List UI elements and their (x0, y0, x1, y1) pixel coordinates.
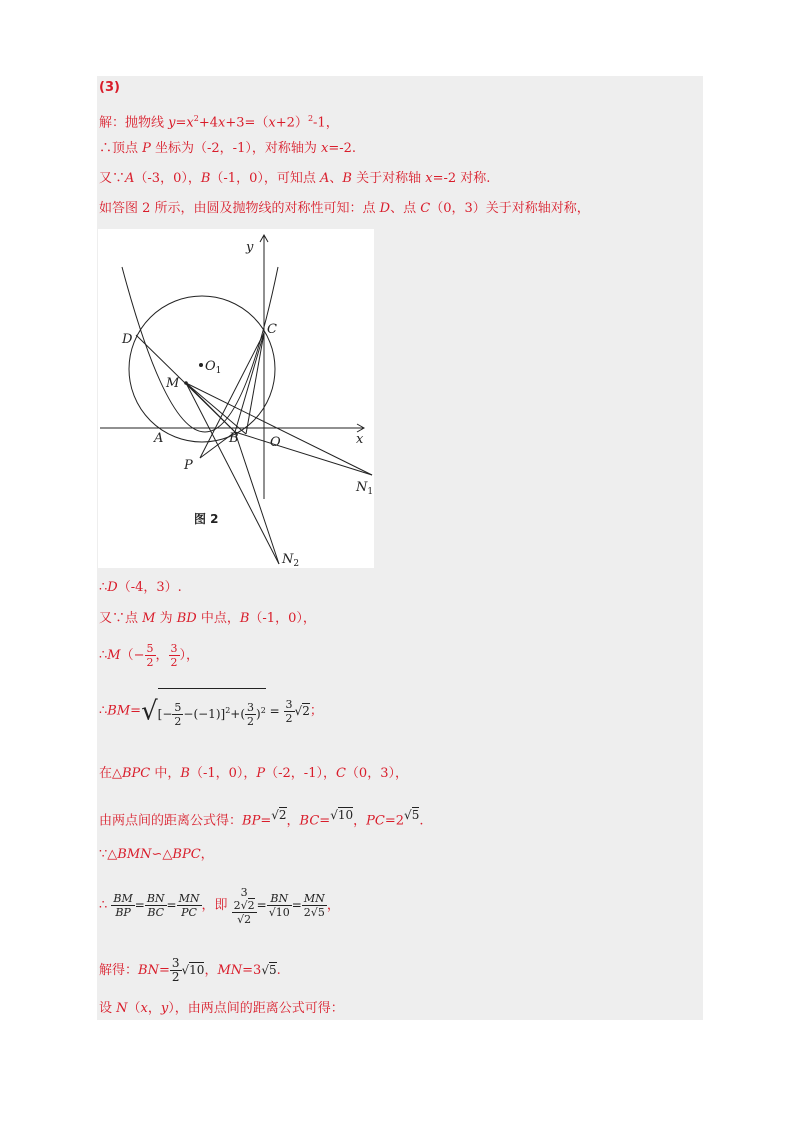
numerator: 5 (146, 642, 154, 655)
numerator: BN (146, 892, 165, 905)
text: =2 (384, 813, 405, 829)
result-line: 解得：BN= $\frac{3}{2}$ √10，MN=3√5. (99, 956, 281, 984)
text: 解得： (99, 963, 139, 978)
var: BPC (172, 847, 201, 862)
text: 坐标为（-2，-1），对称轴为 (150, 141, 321, 156)
var: y (160, 1001, 169, 1016)
denominator: 2 (171, 970, 180, 984)
label-m: M (166, 376, 180, 391)
numerator: BN (267, 892, 292, 906)
segment-mn1 (186, 383, 372, 475)
var: N (116, 1001, 128, 1016)
parabola (122, 267, 278, 432)
text: ∴顶点 (99, 141, 143, 156)
segment-bn2 (235, 432, 279, 564)
ratio-expression (111, 892, 201, 919)
text: 、点 (390, 201, 421, 216)
numerator: BM (113, 892, 133, 905)
text: （-4，3）. (117, 580, 182, 595)
denominator: 2 (247, 715, 255, 728)
var: B (342, 171, 352, 186)
m-midpoint-line (99, 610, 316, 628)
set-n-line (99, 1000, 344, 1018)
text: ， (326, 898, 340, 913)
var: x (140, 1001, 148, 1016)
figure-2 (98, 229, 374, 568)
text: ， (286, 813, 300, 829)
var: y (168, 115, 176, 131)
var: PC (366, 813, 385, 829)
var: MN (217, 963, 243, 978)
numerator: MN (178, 892, 200, 905)
label-x: x (356, 432, 364, 447)
text: 中点， (196, 611, 240, 626)
radicand: 10 (275, 906, 290, 919)
compound-fraction: 3 2√2 √2 (233, 885, 255, 926)
label-c: C (267, 322, 277, 337)
figure-caption: 图 2 (194, 512, 219, 526)
var: A (319, 171, 330, 186)
text: = (260, 813, 272, 829)
text: +3=（ (225, 115, 269, 131)
text: ∴ (99, 580, 108, 595)
var: x (186, 115, 194, 131)
text: ， (204, 963, 218, 978)
denominator: 2 (174, 715, 182, 728)
triangle-bpc-line (99, 765, 408, 783)
text: 又∵ (99, 171, 126, 186)
segment-mb (186, 383, 235, 432)
text: ∴ (99, 703, 108, 719)
text: = (130, 703, 142, 719)
label-a: A (154, 431, 164, 446)
denominator: 2 (285, 711, 293, 725)
text: ， (353, 813, 367, 829)
text: 在△ (99, 766, 122, 781)
text: ， (200, 847, 214, 862)
var: D (107, 580, 118, 595)
ratio-line (99, 880, 340, 931)
fraction: $\frac{MN}{2√5}$ (303, 892, 325, 919)
text: ）， (179, 648, 200, 663)
radicand: 2 (278, 808, 287, 822)
text: （ (127, 1001, 141, 1016)
distance-line: 由两点间的距离公式得：BP=$^{√2}$，BC=$^{√10}$，$PC=2^{√5}$. (99, 808, 424, 829)
fraction (172, 701, 183, 728)
fraction (111, 892, 134, 919)
fraction (145, 642, 156, 669)
vertex-line (99, 140, 356, 158)
text: 设 (99, 1001, 117, 1016)
coefficient: 2 (233, 898, 241, 912)
var: BMN (117, 847, 152, 862)
var: P (142, 141, 151, 156)
text: = (175, 115, 187, 131)
text: ∴ (99, 898, 112, 913)
text: ) (256, 707, 261, 721)
text: ，即 (201, 898, 232, 913)
m-dot (184, 381, 188, 385)
text: 又∵点 (99, 611, 143, 626)
fraction (170, 957, 182, 984)
denominator: 2 (146, 656, 154, 669)
var: C (335, 766, 346, 781)
var: BPC (122, 766, 151, 781)
text: = (269, 703, 280, 718)
label-d: D (122, 332, 133, 347)
part-label: (3) (99, 80, 120, 95)
text: 、 (329, 171, 343, 186)
fraction (145, 892, 167, 919)
var: x (320, 141, 329, 156)
fraction: $\frac{BN}{√10}$ (268, 892, 290, 919)
text: 如答图 2 所示，由圆及抛物线的对称性可知：点 (99, 201, 380, 216)
text: ∴ (99, 648, 108, 663)
text: 关于对称轴 (351, 171, 426, 186)
var: BP (242, 813, 261, 829)
fraction (177, 892, 202, 919)
fraction (169, 642, 180, 669)
label-b: B (229, 431, 239, 446)
text: = (319, 813, 331, 829)
text: =3 (242, 963, 262, 978)
radicand: 5 (411, 808, 420, 822)
text: ），由两点间的距离公式可得： (168, 1001, 344, 1016)
text: （-3，0）， (134, 171, 201, 186)
exp: 2 (260, 706, 266, 715)
exp: 2 (307, 114, 314, 123)
text: -1， (313, 115, 339, 131)
text: （-1，0），可知点 (210, 171, 320, 186)
text: （-1，0）， (189, 766, 257, 781)
fraction (284, 698, 295, 725)
radicand: 2 (302, 703, 310, 718)
var: B (239, 611, 250, 626)
var: P (256, 766, 266, 781)
radicand: 5 (268, 963, 277, 977)
text: ， (147, 1001, 161, 1016)
text: （-1，0）， (249, 611, 316, 626)
label-y: y (246, 240, 254, 255)
radical-expression: √[− $\frac{5}{2}$ −(−1)]$^2$+( $\frac{3}{2}$ )$^2$ = $\frac{3}{2}$ √2 (141, 704, 310, 718)
radicand: 2 (247, 898, 255, 912)
text: =-2. (328, 141, 357, 156)
var: D (379, 201, 391, 216)
var: BN (138, 963, 159, 978)
text: ∵△ (99, 847, 118, 862)
numerator-top: 3 (240, 885, 248, 899)
label-n1: $N_1$ (356, 480, 374, 497)
denominator: 2 (170, 656, 178, 669)
text: = (134, 898, 145, 912)
label-p: P (184, 458, 193, 473)
var: BM (107, 703, 131, 719)
text: =-2 对称. (432, 171, 491, 186)
radicand: 5 (317, 906, 325, 919)
text: +( (230, 707, 246, 721)
text: ； (309, 703, 323, 719)
var: x (268, 115, 276, 131)
numerator: 3 (171, 956, 180, 970)
numerator: 3 (170, 642, 178, 655)
ab-symmetry-line (99, 170, 490, 188)
numerator: 3 (247, 701, 255, 714)
denominator: BP (115, 906, 131, 919)
numerator: 5 (174, 701, 182, 714)
coefficient: 2 (303, 906, 311, 919)
numerator: 3 (285, 697, 293, 711)
exp: 2 (225, 706, 231, 715)
center-dot (199, 363, 203, 367)
text: = (158, 963, 170, 978)
ratio-expression-2 (232, 885, 327, 926)
var: B (200, 171, 211, 186)
d-coord-line (99, 579, 182, 597)
var: B (180, 766, 190, 781)
text: = (291, 898, 302, 912)
text: 解：抛物线 (99, 115, 169, 131)
text: （− (120, 648, 145, 663)
text: −(−1) (183, 707, 221, 721)
text: （0，3）， (345, 766, 408, 781)
var: x (425, 171, 433, 186)
solution-line (99, 110, 339, 132)
text: （0，3）关于对称轴对称， (430, 201, 590, 216)
fraction (245, 701, 256, 728)
text: . (419, 813, 424, 829)
denominator: PC (181, 906, 197, 919)
var: M (107, 648, 121, 663)
numerator: MN (302, 892, 327, 906)
denominator: BC (147, 906, 165, 919)
var: A (125, 171, 135, 186)
var: BC (299, 813, 320, 829)
bm-length-line (99, 688, 323, 734)
var: M (142, 611, 156, 626)
radicand: 10 (189, 963, 205, 977)
segment-bn1 (235, 432, 372, 475)
figure-intro-line (99, 200, 590, 218)
text: ∽△ (151, 847, 173, 862)
geometry-diagram (98, 229, 374, 568)
text: （-2，-1）， (265, 766, 336, 781)
var: BD (176, 611, 197, 626)
var: C (420, 201, 431, 216)
text: 由两点间的距离公式得： (99, 813, 243, 829)
similarity-line (99, 846, 214, 864)
text: 中， (150, 766, 181, 781)
radicand: 2 (244, 912, 252, 926)
var: x (218, 115, 226, 131)
label-n2: $N_2$ (282, 552, 300, 568)
label-o1: $O_1$ (205, 359, 222, 376)
text: = (256, 898, 267, 912)
text: +2） (275, 115, 308, 131)
text: . (276, 963, 281, 978)
text: 为 (155, 611, 177, 626)
label-o: O (270, 435, 281, 450)
text: = (166, 898, 177, 912)
text: ， (155, 648, 169, 663)
exp: 2 (193, 114, 199, 123)
text: +4 (198, 115, 219, 131)
m-coord-line (99, 641, 199, 671)
radicand: 10 (337, 808, 354, 822)
